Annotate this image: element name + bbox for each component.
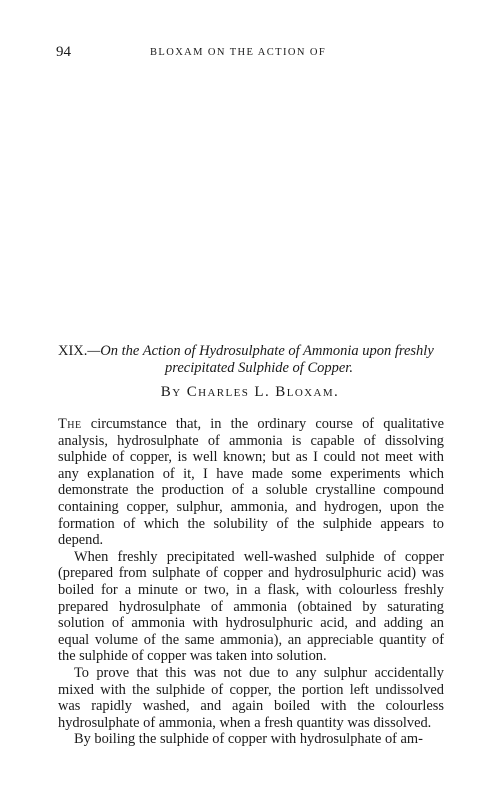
article-body (58, 416, 444, 748)
title-text-1: —On the Action of Hydrosulphate of Ammonia upon freshly (87, 343, 434, 359)
title-line-1 (58, 343, 446, 360)
running-head (56, 44, 440, 64)
running-title: BLOXAM ON THE ACTION OF (150, 47, 327, 58)
paragraph-1 (58, 416, 444, 549)
title-line-2: precipitated Sulphide of Copper. (165, 360, 353, 376)
page-number: 94 (56, 44, 71, 60)
article-title (58, 343, 446, 377)
article-number: XIX. (58, 343, 88, 359)
paragraph-text: circumstance that, in the ordinary course of qualitative analysis, hydrosulphate of ammonia is capable of dissolving sulphide of copper, is well known; but as I could not meet with any explanation of it, I have made some experiments which demonstrate the production of a soluble crystalline compound containing copper, sulphur, ammonia, and hydrogen, upon the formation of which the solubility of the sulphide appears to depend. (58, 416, 444, 549)
paragraph-4: By boiling the sulphide of copper with hydrosulphate of am- (74, 731, 423, 748)
paragraph-2: When freshly precipitated well-washed sulphide of copper (prepared from sulphate of copper and hydrosulphuric acid) was boiled for a minute or two, in a flask, with colourless freshly prepared hydrosulphate of ammonia (obtained by saturating solution of ammonia with hydrosulphuric acid, and adding an equal volume of the same ammonia), an appreciable quantity of the sulphide of copper was taken into solution. (58, 548, 444, 665)
paragraph-lead: The (58, 416, 82, 432)
author-byline: By Charles L. Bloxam. (160, 384, 340, 400)
paragraph-3: To prove that this was not due to any sulphur accidentally mixed with the sulphide of copper, the portion left undissolved was rapidly washed, and again boiled with the colourless hydrosulphate of ammonia, when a fresh quantity was dissolved. (58, 664, 444, 731)
